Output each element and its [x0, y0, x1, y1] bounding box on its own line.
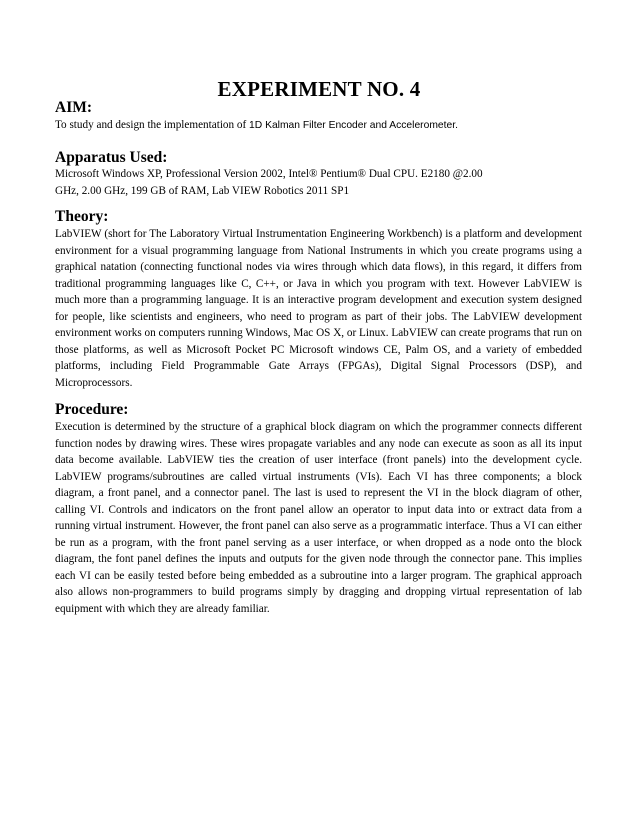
aim-text — [55, 117, 582, 135]
procedure-heading: Procedure: — [55, 401, 129, 418]
aim-text-serif: To study and design the implementation of — [55, 119, 250, 131]
aim-heading: AIM: — [55, 99, 93, 116]
theory-heading: Theory: — [55, 208, 109, 225]
apparatus-line-1: Microsoft Windows XP, Professional Version 2002, Intel® Pentium® Dual CPU. E2180 @2.00 — [55, 168, 483, 180]
page-title: EXPERIMENT NO. 4 — [217, 77, 421, 101]
theory-text: LabVIEW (short for The Laboratory Virtual Instrumentation Engineering Workbench) is a platform and development environment for a visual programming language from National Instruments in which you create programs using a graphical natation (connecting functional nodes via wires through which data flows), in this regard, it differs from traditional programming languages like C, C++, or Java in which you program with text. However LabVIEW is much more than a programming language. It is an interactive program development and execution system designed for people, like scientists and engineers, who need to program as part of their jobs. The LabVIEW development environment works on computers running Windows, Mac OS X, or Linux. LabVIEW can create programs that run on those platforms, as well as Microsoft Pocket PC Microsoft windows CE, Palm OS, and a variety of embedded platforms, including Field Programmable Gate Arrays (FPGAs), Digital Signal Processors (DSP), and Microprocessors. — [55, 228, 582, 389]
apparatus-heading: Apparatus Used: — [55, 149, 168, 166]
apparatus-line-2: GHz, 2.00 GHz, 199 GB of RAM, Lab VIEW Robotics 2011 SP1 — [55, 184, 350, 197]
procedure-text: Execution is determined by the structure of a graphical block diagram on which the programmer connects different function nodes by drawing wires. These wires propagate variables and any node can execute as soon as all its input data become available. LabVIEW ties the creation of user interface (front panels) into the development cycle. LabVIEW programs/subroutines are called virtual instruments (VIs). Each VI has three components; a block diagram, a front panel, and a connector panel. The last is used to represent the VI in the block diagram of other, calling VI. Controls and indicators on the front panel allow an operator to input data into or extract data from a running virtual instrument. However, the front panel can also serve as a programmatic interface. Thus a VI can either be run as a program, with the front panel serving as a user interface, or when dropped as a node onto the block diagram, the font panel defines the inputs and outputs for the given node through the connector pane. This implies each VI can be easily tested before being embedded as a subroutine into a larger program. The graphical approach also allows non-programmers to build programs simply by dragging and dropping virtual representation of lab equipment with which they are already familiar. — [55, 421, 582, 615]
apparatus-text — [55, 166, 582, 199]
aim-text-sans: 1D Kalman Filter Encoder and Accelerometer. — [249, 120, 458, 131]
